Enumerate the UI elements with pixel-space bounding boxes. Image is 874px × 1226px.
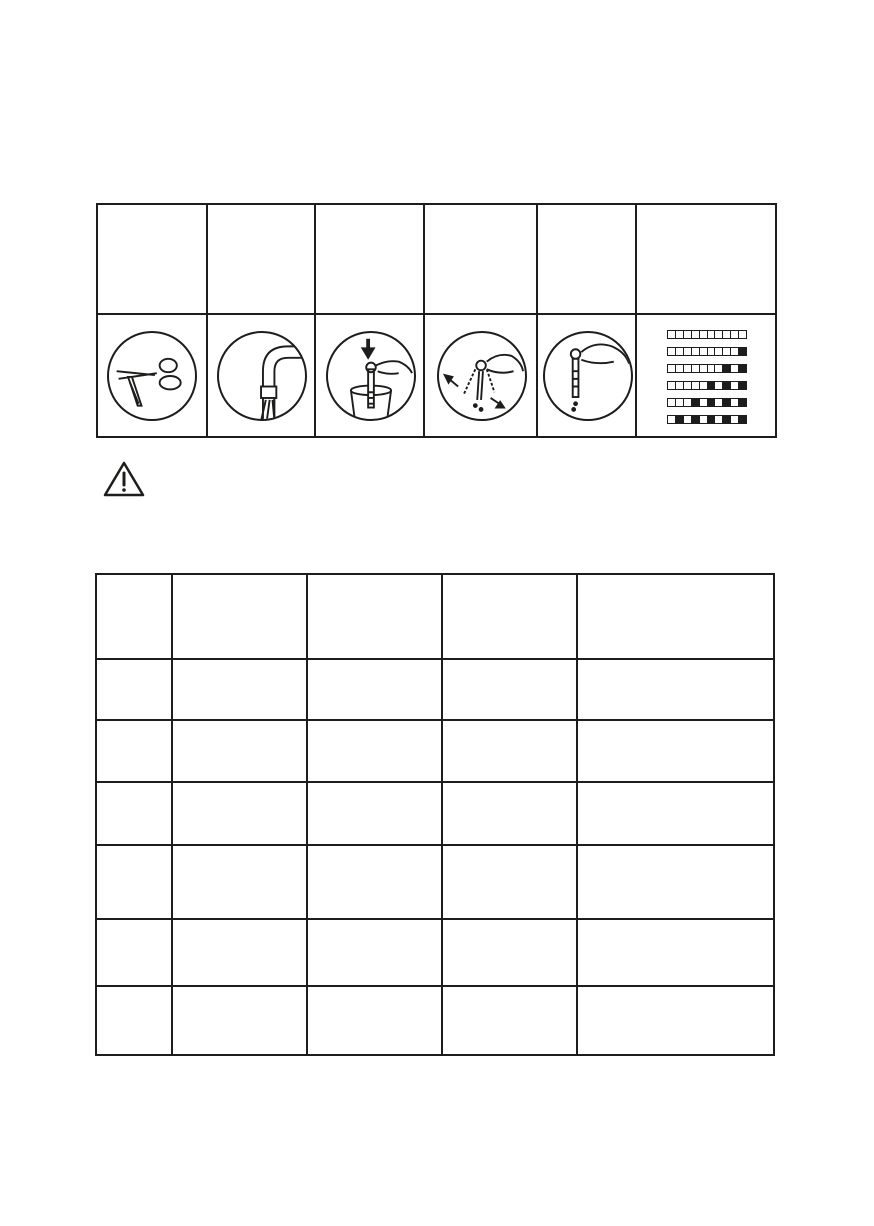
table-cell xyxy=(97,920,171,928)
table-cell xyxy=(576,920,773,928)
table-row xyxy=(97,719,773,783)
table-header-row xyxy=(97,575,773,658)
warning-triangle-icon xyxy=(102,460,146,498)
table-cell xyxy=(171,920,306,928)
table-cell xyxy=(97,987,171,995)
table-cell xyxy=(306,920,441,928)
table-cell xyxy=(97,660,171,668)
hardness-table xyxy=(95,573,775,1056)
table-cell xyxy=(306,721,441,729)
table-cell xyxy=(171,846,306,854)
table-cell xyxy=(576,783,773,791)
indicator-bar-level-3 xyxy=(667,381,747,390)
table-header-cell xyxy=(441,575,576,583)
test-steps-table xyxy=(96,203,777,438)
step-4-header xyxy=(425,205,538,315)
table-cell xyxy=(441,846,576,854)
step-1-header xyxy=(98,205,206,315)
table-cell xyxy=(441,987,576,995)
indicator-bar-level-5 xyxy=(667,415,747,424)
table-cell xyxy=(441,783,576,791)
shake-strip-icon xyxy=(437,331,527,421)
glass-dip-icon xyxy=(326,331,416,421)
indicator-bar-level-4 xyxy=(667,398,747,407)
indicator-bar-level-0 xyxy=(667,330,747,339)
step-2-header xyxy=(208,205,316,315)
table-header-cell xyxy=(306,575,441,583)
step-column-4 xyxy=(423,205,538,436)
table-header-cell xyxy=(97,575,171,583)
table-cell xyxy=(171,987,306,995)
table-cell xyxy=(306,987,441,995)
table-cell xyxy=(97,721,171,729)
indicator-scale-icon xyxy=(667,330,747,424)
table-row xyxy=(97,985,773,1056)
table-cell xyxy=(576,987,773,995)
table-cell xyxy=(171,721,306,729)
step-column-5 xyxy=(536,205,637,436)
table-cell xyxy=(306,783,441,791)
indicator-bar-level-2 xyxy=(667,364,747,373)
table-row xyxy=(97,658,773,721)
step-6-header xyxy=(637,205,777,315)
step-column-6 xyxy=(635,205,777,436)
step-column-2 xyxy=(206,205,316,436)
table-header-cell xyxy=(171,575,306,583)
table-cell xyxy=(97,846,171,854)
table-cell xyxy=(306,846,441,854)
table-cell xyxy=(441,660,576,668)
table-cell xyxy=(576,846,773,854)
table-cell xyxy=(441,920,576,928)
table-cell xyxy=(171,783,306,791)
drip-strip-icon xyxy=(543,331,633,421)
scissors-and-strip-icon xyxy=(107,331,197,421)
step-column-3 xyxy=(314,205,425,436)
table-cell xyxy=(441,721,576,729)
indicator-bar-level-1 xyxy=(667,347,747,356)
table-cell xyxy=(171,660,306,668)
table-cell xyxy=(306,660,441,668)
step-5-header xyxy=(538,205,637,315)
table-cell xyxy=(97,783,171,791)
table-row xyxy=(97,844,773,920)
table-row xyxy=(97,918,773,987)
table-header-cell xyxy=(576,575,773,583)
table-cell xyxy=(576,660,773,668)
step-3-header xyxy=(316,205,425,315)
table-cell xyxy=(576,721,773,729)
table-row xyxy=(97,781,773,846)
faucet-strip-icon xyxy=(217,331,307,421)
step-column-1 xyxy=(98,205,206,436)
